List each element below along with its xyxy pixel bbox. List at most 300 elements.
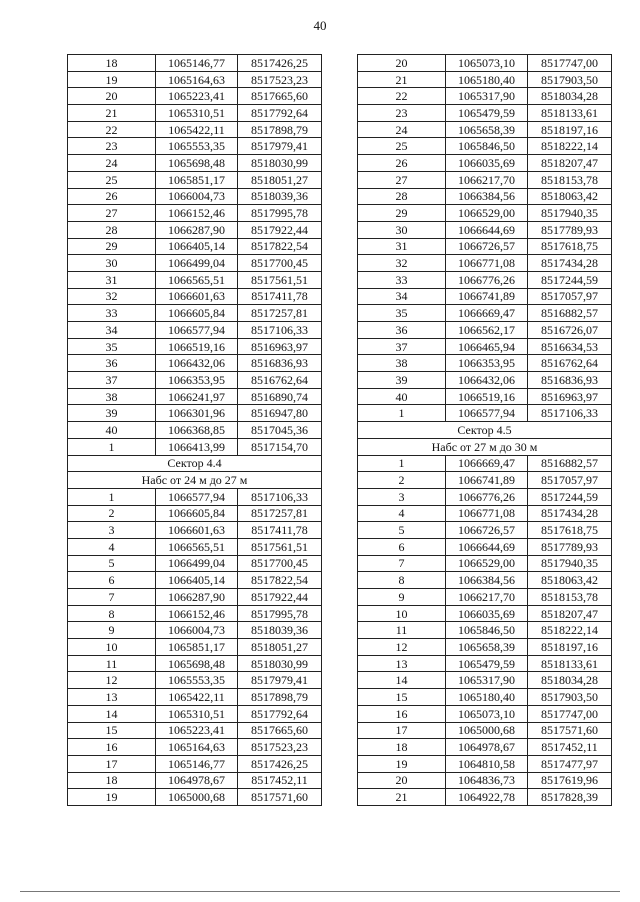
x-coordinate: 1066519,16 bbox=[156, 338, 238, 355]
table-row bbox=[358, 655, 612, 672]
table-row bbox=[358, 88, 612, 105]
x-coordinate: 1066605,84 bbox=[156, 305, 238, 322]
y-coordinate: 8518207,47 bbox=[528, 605, 612, 622]
point-number: 19 bbox=[68, 789, 156, 806]
point-number: 11 bbox=[68, 655, 156, 672]
table-row bbox=[358, 372, 612, 389]
table-row bbox=[68, 689, 322, 706]
x-coordinate: 1065658,39 bbox=[446, 639, 528, 656]
table-row bbox=[68, 171, 322, 188]
y-coordinate: 8516836,93 bbox=[238, 355, 322, 372]
y-coordinate: 8518222,14 bbox=[528, 138, 612, 155]
x-coordinate: 1066465,94 bbox=[446, 338, 528, 355]
point-number: 5 bbox=[68, 555, 156, 572]
y-coordinate: 8517434,28 bbox=[528, 505, 612, 522]
y-coordinate: 8517106,33 bbox=[238, 488, 322, 505]
table-row bbox=[68, 388, 322, 405]
x-coordinate: 1066741,89 bbox=[446, 472, 528, 489]
table-row bbox=[68, 338, 322, 355]
x-coordinate: 1066384,56 bbox=[446, 572, 528, 589]
y-coordinate: 8518222,14 bbox=[528, 622, 612, 639]
y-coordinate: 8516762,64 bbox=[528, 355, 612, 372]
point-number: 3 bbox=[68, 522, 156, 539]
point-number: 17 bbox=[358, 722, 446, 739]
table-row bbox=[358, 572, 612, 589]
point-number: 16 bbox=[358, 705, 446, 722]
x-coordinate: 1065422,11 bbox=[156, 689, 238, 706]
y-coordinate: 8516762,64 bbox=[238, 372, 322, 389]
y-coordinate: 8517789,93 bbox=[528, 538, 612, 555]
y-coordinate: 8518039,36 bbox=[238, 622, 322, 639]
table-row bbox=[68, 288, 322, 305]
point-number: 29 bbox=[68, 238, 156, 255]
point-number: 20 bbox=[358, 772, 446, 789]
x-coordinate: 1065310,51 bbox=[156, 705, 238, 722]
x-coordinate: 1066152,46 bbox=[156, 605, 238, 622]
x-coordinate: 1066287,90 bbox=[156, 221, 238, 238]
point-number: 1 bbox=[68, 438, 156, 455]
y-coordinate: 8517057,97 bbox=[528, 288, 612, 305]
point-number: 12 bbox=[358, 639, 446, 656]
point-number: 32 bbox=[358, 255, 446, 272]
point-number: 14 bbox=[358, 672, 446, 689]
x-coordinate: 1064922,78 bbox=[446, 789, 528, 806]
table-row bbox=[68, 372, 322, 389]
table-row bbox=[68, 572, 322, 589]
point-number: 22 bbox=[358, 88, 446, 105]
x-coordinate: 1066644,69 bbox=[446, 221, 528, 238]
section-header-row bbox=[358, 422, 612, 439]
table-row bbox=[68, 488, 322, 505]
table-row bbox=[68, 271, 322, 288]
x-coordinate: 1066565,51 bbox=[156, 538, 238, 555]
y-coordinate: 8517571,60 bbox=[528, 722, 612, 739]
y-coordinate: 8517940,35 bbox=[528, 205, 612, 222]
point-number: 20 bbox=[358, 55, 446, 72]
x-coordinate: 1065073,10 bbox=[446, 705, 528, 722]
x-coordinate: 1065698,48 bbox=[156, 655, 238, 672]
table-row bbox=[358, 605, 612, 622]
point-number: 12 bbox=[68, 672, 156, 689]
y-coordinate: 8517523,23 bbox=[238, 71, 322, 88]
y-coordinate: 8517244,59 bbox=[528, 488, 612, 505]
x-coordinate: 1066726,57 bbox=[446, 238, 528, 255]
page-bottom-rule bbox=[20, 891, 620, 892]
x-coordinate: 1066726,57 bbox=[446, 522, 528, 539]
x-coordinate: 1066529,00 bbox=[446, 205, 528, 222]
x-coordinate: 1065846,50 bbox=[446, 138, 528, 155]
x-coordinate: 1066432,06 bbox=[446, 372, 528, 389]
point-number: 18 bbox=[68, 55, 156, 72]
x-coordinate: 1066644,69 bbox=[446, 538, 528, 555]
y-coordinate: 8517257,81 bbox=[238, 505, 322, 522]
x-coordinate: 1065164,63 bbox=[156, 71, 238, 88]
point-number: 23 bbox=[68, 138, 156, 155]
y-coordinate: 8518197,16 bbox=[528, 639, 612, 656]
x-coordinate: 1066741,89 bbox=[446, 288, 528, 305]
x-coordinate: 1065317,90 bbox=[446, 672, 528, 689]
x-coordinate: 1066776,26 bbox=[446, 488, 528, 505]
y-coordinate: 8517700,45 bbox=[238, 555, 322, 572]
table-row bbox=[358, 205, 612, 222]
y-coordinate: 8517747,00 bbox=[528, 705, 612, 722]
point-number: 15 bbox=[68, 722, 156, 739]
point-number: 36 bbox=[358, 322, 446, 339]
coordinates-table-left bbox=[67, 54, 322, 806]
point-number: 40 bbox=[358, 388, 446, 405]
x-coordinate: 1065846,50 bbox=[446, 622, 528, 639]
x-coordinate: 1066601,63 bbox=[156, 288, 238, 305]
x-coordinate: 1065223,41 bbox=[156, 88, 238, 105]
point-number: 28 bbox=[68, 221, 156, 238]
table-row bbox=[358, 238, 612, 255]
table-row bbox=[68, 255, 322, 272]
x-coordinate: 1066405,14 bbox=[156, 572, 238, 589]
x-coordinate: 1066529,00 bbox=[446, 555, 528, 572]
y-coordinate: 8517571,60 bbox=[238, 789, 322, 806]
table-row bbox=[358, 722, 612, 739]
x-coordinate: 1066301,96 bbox=[156, 405, 238, 422]
y-coordinate: 8518039,36 bbox=[238, 188, 322, 205]
x-coordinate: 1066565,51 bbox=[156, 271, 238, 288]
y-coordinate: 8517979,41 bbox=[238, 672, 322, 689]
y-coordinate: 8518030,99 bbox=[238, 655, 322, 672]
y-coordinate: 8518034,28 bbox=[528, 88, 612, 105]
point-number: 29 bbox=[358, 205, 446, 222]
x-coordinate: 1066577,94 bbox=[156, 322, 238, 339]
section-title: Набс от 24 м до 27 м bbox=[68, 472, 322, 489]
point-number: 22 bbox=[68, 121, 156, 138]
table-row bbox=[68, 138, 322, 155]
table-row bbox=[68, 522, 322, 539]
table-row bbox=[68, 422, 322, 439]
table-row bbox=[68, 722, 322, 739]
y-coordinate: 8517106,33 bbox=[238, 322, 322, 339]
y-coordinate: 8518051,27 bbox=[238, 171, 322, 188]
table-row bbox=[358, 171, 612, 188]
point-number: 28 bbox=[358, 188, 446, 205]
y-coordinate: 8518153,78 bbox=[528, 589, 612, 606]
x-coordinate: 1066368,85 bbox=[156, 422, 238, 439]
point-number: 3 bbox=[358, 488, 446, 505]
point-number: 31 bbox=[68, 271, 156, 288]
point-number: 35 bbox=[68, 338, 156, 355]
x-coordinate: 1064978,67 bbox=[156, 772, 238, 789]
x-coordinate: 1064836,73 bbox=[446, 772, 528, 789]
point-number: 25 bbox=[68, 171, 156, 188]
y-coordinate: 8518063,42 bbox=[528, 188, 612, 205]
table-row bbox=[358, 455, 612, 472]
y-coordinate: 8518063,42 bbox=[528, 572, 612, 589]
x-coordinate: 1065553,35 bbox=[156, 672, 238, 689]
x-coordinate: 1066004,73 bbox=[156, 622, 238, 639]
table-row bbox=[68, 188, 322, 205]
y-coordinate: 8518051,27 bbox=[238, 639, 322, 656]
point-number: 24 bbox=[68, 155, 156, 172]
x-coordinate: 1065223,41 bbox=[156, 722, 238, 739]
point-number: 27 bbox=[68, 205, 156, 222]
section-title: Набс от 27 м до 30 м bbox=[358, 438, 612, 455]
point-number: 31 bbox=[358, 238, 446, 255]
y-coordinate: 8517995,78 bbox=[238, 605, 322, 622]
table-row bbox=[68, 739, 322, 756]
x-coordinate: 1066577,94 bbox=[156, 488, 238, 505]
y-coordinate: 8517665,60 bbox=[238, 88, 322, 105]
x-coordinate: 1066669,47 bbox=[446, 305, 528, 322]
y-coordinate: 8517922,44 bbox=[238, 589, 322, 606]
point-number: 8 bbox=[358, 572, 446, 589]
point-number: 4 bbox=[68, 538, 156, 555]
y-coordinate: 8516882,57 bbox=[528, 305, 612, 322]
table-row bbox=[68, 71, 322, 88]
table-row bbox=[358, 255, 612, 272]
table-row bbox=[358, 522, 612, 539]
y-coordinate: 8517434,28 bbox=[528, 255, 612, 272]
point-number: 39 bbox=[68, 405, 156, 422]
y-coordinate: 8518133,61 bbox=[528, 655, 612, 672]
point-number: 34 bbox=[68, 322, 156, 339]
y-coordinate: 8518034,28 bbox=[528, 672, 612, 689]
table-row bbox=[358, 322, 612, 339]
point-number: 7 bbox=[358, 555, 446, 572]
point-number: 14 bbox=[68, 705, 156, 722]
x-coordinate: 1066776,26 bbox=[446, 271, 528, 288]
table-row bbox=[358, 305, 612, 322]
table-row bbox=[358, 388, 612, 405]
point-number: 21 bbox=[358, 789, 446, 806]
x-coordinate: 1066669,47 bbox=[446, 455, 528, 472]
x-coordinate: 1065422,11 bbox=[156, 121, 238, 138]
x-coordinate: 1066577,94 bbox=[446, 405, 528, 422]
table-row bbox=[358, 338, 612, 355]
table-row bbox=[68, 505, 322, 522]
x-coordinate: 1066353,95 bbox=[156, 372, 238, 389]
y-coordinate: 8517561,51 bbox=[238, 271, 322, 288]
x-coordinate: 1066605,84 bbox=[156, 505, 238, 522]
y-coordinate: 8517045,36 bbox=[238, 422, 322, 439]
y-coordinate: 8517426,25 bbox=[238, 55, 322, 72]
table-row bbox=[68, 705, 322, 722]
section-title: Сектор 4.5 bbox=[358, 422, 612, 439]
table-row bbox=[68, 105, 322, 122]
y-coordinate: 8517700,45 bbox=[238, 255, 322, 272]
point-number: 5 bbox=[358, 522, 446, 539]
point-number: 36 bbox=[68, 355, 156, 372]
point-number: 2 bbox=[358, 472, 446, 489]
x-coordinate: 1066035,69 bbox=[446, 155, 528, 172]
x-coordinate: 1065146,77 bbox=[156, 755, 238, 772]
x-coordinate: 1065180,40 bbox=[446, 71, 528, 88]
y-coordinate: 8517898,79 bbox=[238, 121, 322, 138]
table-row bbox=[358, 672, 612, 689]
section-header-row bbox=[358, 438, 612, 455]
x-coordinate: 1066241,97 bbox=[156, 388, 238, 405]
point-number: 6 bbox=[68, 572, 156, 589]
y-coordinate: 8517792,64 bbox=[238, 105, 322, 122]
point-number: 16 bbox=[68, 739, 156, 756]
table-row bbox=[358, 789, 612, 806]
point-number: 27 bbox=[358, 171, 446, 188]
x-coordinate: 1065146,77 bbox=[156, 55, 238, 72]
point-number: 40 bbox=[68, 422, 156, 439]
point-number: 7 bbox=[68, 589, 156, 606]
x-coordinate: 1066519,16 bbox=[446, 388, 528, 405]
table-row bbox=[68, 238, 322, 255]
point-number: 34 bbox=[358, 288, 446, 305]
point-number: 9 bbox=[358, 589, 446, 606]
point-number: 8 bbox=[68, 605, 156, 622]
x-coordinate: 1065479,59 bbox=[446, 105, 528, 122]
table-row bbox=[68, 221, 322, 238]
table-row bbox=[68, 622, 322, 639]
section-header-row bbox=[68, 472, 322, 489]
point-number: 38 bbox=[68, 388, 156, 405]
x-coordinate: 1066004,73 bbox=[156, 188, 238, 205]
x-coordinate: 1065164,63 bbox=[156, 739, 238, 756]
x-coordinate: 1064810,58 bbox=[446, 755, 528, 772]
table-row bbox=[358, 639, 612, 656]
y-coordinate: 8516947,80 bbox=[238, 405, 322, 422]
table-row bbox=[358, 155, 612, 172]
point-number: 26 bbox=[68, 188, 156, 205]
section-title: Сектор 4.4 bbox=[68, 455, 322, 472]
y-coordinate: 8517561,51 bbox=[238, 538, 322, 555]
x-coordinate: 1065553,35 bbox=[156, 138, 238, 155]
point-number: 4 bbox=[358, 505, 446, 522]
table-row bbox=[358, 472, 612, 489]
table-row bbox=[358, 221, 612, 238]
table-row bbox=[68, 605, 322, 622]
table-row bbox=[68, 305, 322, 322]
x-coordinate: 1066771,08 bbox=[446, 505, 528, 522]
point-number: 33 bbox=[68, 305, 156, 322]
y-coordinate: 8517903,50 bbox=[528, 689, 612, 706]
point-number: 21 bbox=[358, 71, 446, 88]
y-coordinate: 8516890,74 bbox=[238, 388, 322, 405]
table-row bbox=[68, 538, 322, 555]
table-row bbox=[68, 55, 322, 72]
y-coordinate: 8517792,64 bbox=[238, 705, 322, 722]
y-coordinate: 8517411,78 bbox=[238, 522, 322, 539]
x-coordinate: 1066405,14 bbox=[156, 238, 238, 255]
x-coordinate: 1066562,17 bbox=[446, 322, 528, 339]
table-row bbox=[68, 789, 322, 806]
table-row bbox=[68, 88, 322, 105]
x-coordinate: 1066217,70 bbox=[446, 589, 528, 606]
table-row bbox=[358, 138, 612, 155]
x-coordinate: 1066499,04 bbox=[156, 555, 238, 572]
table-row bbox=[68, 355, 322, 372]
y-coordinate: 8517822,54 bbox=[238, 238, 322, 255]
y-coordinate: 8517619,96 bbox=[528, 772, 612, 789]
y-coordinate: 8517154,70 bbox=[238, 438, 322, 455]
y-coordinate: 8517828,39 bbox=[528, 789, 612, 806]
x-coordinate: 1065658,39 bbox=[446, 121, 528, 138]
point-number: 1 bbox=[358, 405, 446, 422]
table-row bbox=[358, 121, 612, 138]
x-coordinate: 1066287,90 bbox=[156, 589, 238, 606]
y-coordinate: 8517523,23 bbox=[238, 739, 322, 756]
table-row bbox=[358, 71, 612, 88]
x-coordinate: 1066384,56 bbox=[446, 188, 528, 205]
y-coordinate: 8517922,44 bbox=[238, 221, 322, 238]
y-coordinate: 8517452,11 bbox=[528, 739, 612, 756]
point-number: 37 bbox=[358, 338, 446, 355]
point-number: 19 bbox=[358, 755, 446, 772]
table-row bbox=[358, 622, 612, 639]
table-row bbox=[358, 488, 612, 505]
y-coordinate: 8516963,97 bbox=[238, 338, 322, 355]
table-row bbox=[68, 155, 322, 172]
y-coordinate: 8517426,25 bbox=[238, 755, 322, 772]
y-coordinate: 8517057,97 bbox=[528, 472, 612, 489]
point-number: 37 bbox=[68, 372, 156, 389]
x-coordinate: 1066152,46 bbox=[156, 205, 238, 222]
x-coordinate: 1066353,95 bbox=[446, 355, 528, 372]
table-row bbox=[68, 205, 322, 222]
y-coordinate: 8517665,60 bbox=[238, 722, 322, 739]
point-number: 18 bbox=[358, 739, 446, 756]
x-coordinate: 1065479,59 bbox=[446, 655, 528, 672]
y-coordinate: 8517903,50 bbox=[528, 71, 612, 88]
table-row bbox=[358, 288, 612, 305]
y-coordinate: 8517618,75 bbox=[528, 238, 612, 255]
x-coordinate: 1066432,06 bbox=[156, 355, 238, 372]
y-coordinate: 8517789,93 bbox=[528, 221, 612, 238]
x-coordinate: 1065073,10 bbox=[446, 55, 528, 72]
point-number: 1 bbox=[68, 488, 156, 505]
table-row bbox=[358, 555, 612, 572]
table-row bbox=[68, 121, 322, 138]
table-row bbox=[358, 739, 612, 756]
y-coordinate: 8517940,35 bbox=[528, 555, 612, 572]
x-coordinate: 1066771,08 bbox=[446, 255, 528, 272]
y-coordinate: 8516882,57 bbox=[528, 455, 612, 472]
x-coordinate: 1064978,67 bbox=[446, 739, 528, 756]
y-coordinate: 8517452,11 bbox=[238, 772, 322, 789]
page-number: 40 bbox=[313, 18, 327, 33]
table-row bbox=[68, 589, 322, 606]
point-number: 10 bbox=[68, 639, 156, 656]
section-header-row bbox=[68, 455, 322, 472]
x-coordinate: 1065851,17 bbox=[156, 639, 238, 656]
table-row bbox=[68, 672, 322, 689]
point-number: 32 bbox=[68, 288, 156, 305]
table-row bbox=[68, 755, 322, 772]
y-coordinate: 8517618,75 bbox=[528, 522, 612, 539]
x-coordinate: 1065000,68 bbox=[156, 789, 238, 806]
table-row bbox=[68, 322, 322, 339]
y-coordinate: 8517106,33 bbox=[528, 405, 612, 422]
table-row bbox=[358, 772, 612, 789]
point-number: 19 bbox=[68, 71, 156, 88]
y-coordinate: 8517747,00 bbox=[528, 55, 612, 72]
table-row bbox=[68, 405, 322, 422]
y-coordinate: 8516726,07 bbox=[528, 322, 612, 339]
table-row bbox=[358, 505, 612, 522]
point-number: 13 bbox=[68, 689, 156, 706]
point-number: 20 bbox=[68, 88, 156, 105]
point-number: 24 bbox=[358, 121, 446, 138]
x-coordinate: 1066601,63 bbox=[156, 522, 238, 539]
table-row bbox=[68, 772, 322, 789]
x-coordinate: 1065698,48 bbox=[156, 155, 238, 172]
x-coordinate: 1066035,69 bbox=[446, 605, 528, 622]
table-row bbox=[358, 705, 612, 722]
point-number: 18 bbox=[68, 772, 156, 789]
y-coordinate: 8517822,54 bbox=[238, 572, 322, 589]
point-number: 23 bbox=[358, 105, 446, 122]
